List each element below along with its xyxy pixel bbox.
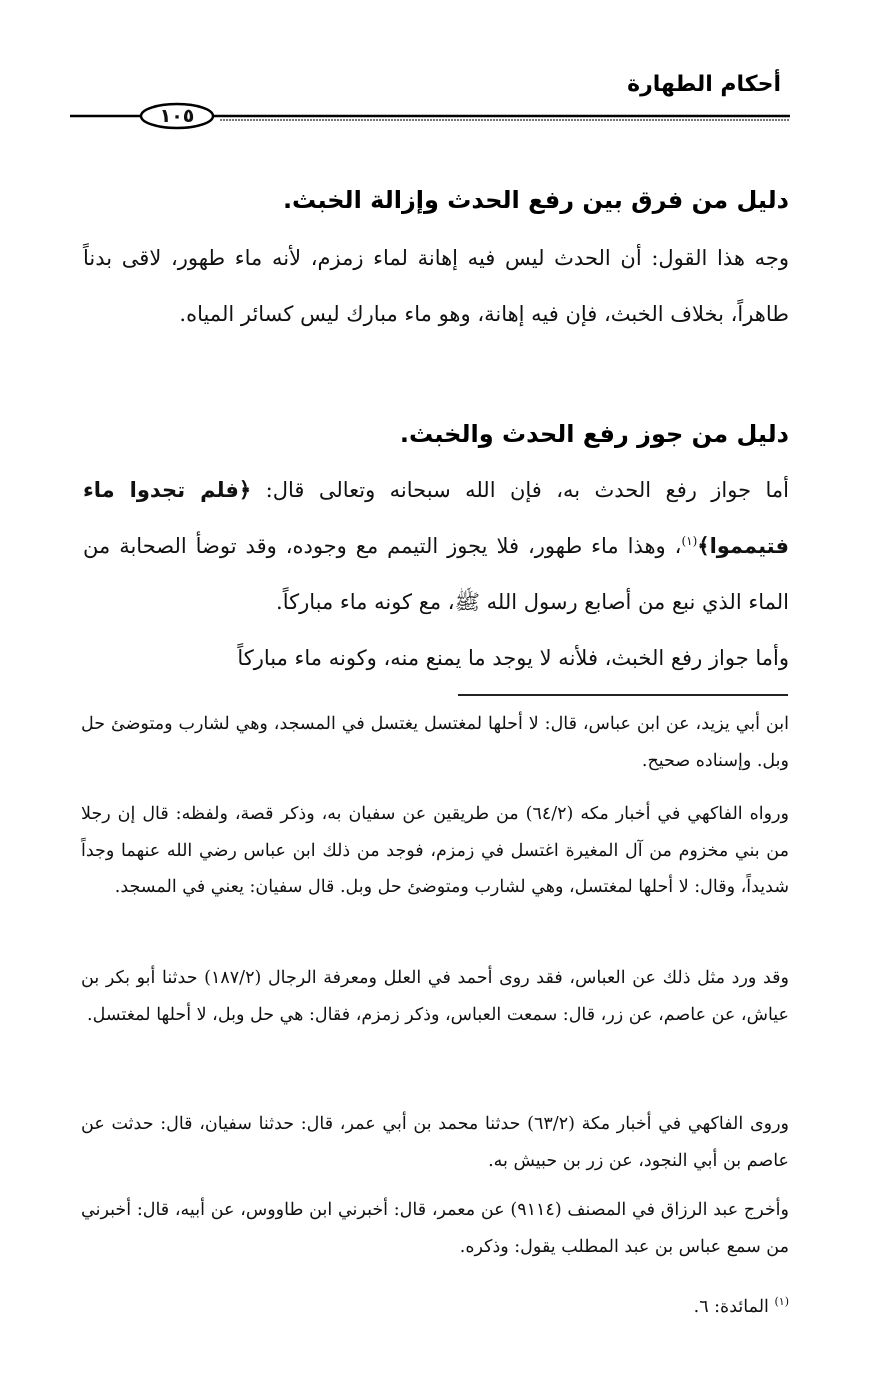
footnote-reference: (١) [681,534,698,548]
footnote-note-text: المائدة: ٦. [693,1296,775,1317]
section-paragraph-2 [83,462,789,630]
section-paragraph-1: وجه هذا القول: أن الحدث ليس فيه إهانة لماء زمزم، لأنه ماء طهور، لاقى بدناً طاهراً، بخلاف الخبث، فإن فيه إهانة، وهو ماء مبارك ليس كسائر المياه. [83,246,789,326]
footnote-note [694,1284,789,1325]
paragraph-text-start: أما جواز رفع الحدث به، فإن الله سبحانه وتعالى قال: [251,478,789,502]
footnote-paragraph-4: وروى الفاكهي في أخبار مكة (٦٣/٢) حدثنا محمد بن أبي عمر، قال: حدثنا سفيان، قال: حدثت عن عاصم بن أبي النجود، عن زر بن حبيش به. [81,1114,790,1171]
page-number: ١٠٥ [159,105,195,127]
section-paragraph-3: وأما جواز رفع الخبث، فلأنه لا يوجد ما يمنع منه، وكونه ماء مباركاً [237,646,789,670]
section-heading-1: دليل من فرق بين رفع الحدث وإزالة الخبث. [282,186,789,214]
quran-quote: ﴿فلم تجدوا ماء فتيمموا﴾ [83,478,789,558]
footnote-separator [458,694,788,696]
footnote-marker: (١) [774,1295,789,1308]
footnote-paragraph-1: ابن أبي يزيد، عن ابن عباس، قال: لا أحلها لمغتسل يغتسل في المسجد، وهي لشارب ومتوضئ حل وبل. وإسناده صحيح. [81,714,789,771]
running-header-title: أحكام الطهارة [627,72,781,97]
footnote-paragraph-2: ورواه الفاكهي في أخبار مكه (٦٤/٢) من طريقين عن سفيان به، وذكر قصة، ولفظه: قال إن رجلا من بني مخزوم من آل المغيرة اغتسل في زمزم، فوجد من ذلك ابن عباس رضي الله عنهما وجداً شديداً، وقال: لا أحلها لمغتسل، وهي لشارب ومتوضئ حل وبل. قال سفيان: يعني في المسجد. [81,804,789,897]
footnote-paragraph-5: وأخرج عبد الرزاق في المصنف (٩١١٤) عن معمر، قال: أخبرني ابن طاووس، عن أبيه، قال: أخبرني من سمع عباس بن عبد المطلب يقول: وذكره. [81,1200,789,1257]
paragraph-text-end: ، وهذا ماء طهور، فلا يجوز التيمم مع وجوده، وقد توضأ الصحابة من الماء الذي نبع من أصابع رسول الله ﷺ، مع كونه ماء مباركاً. [83,534,789,614]
section-heading-2: دليل من جوز رفع الحدث والخبث. [399,420,789,448]
footnote-paragraph-3: وقد ورد مثل ذلك عن العباس، فقد روى أحمد في العلل ومعرفة الرجال (١٨٧/٢) حدثنا أبو بكر بن عياش، عن عاصم، عن زر، قال: سمعت العباس، وذكر زمزم، فقال: هي حل وبل، لا أحلها لمغتسل. [81,968,789,1025]
